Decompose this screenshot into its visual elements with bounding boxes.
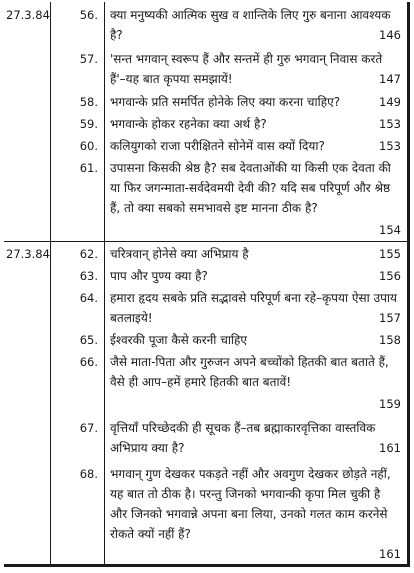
index-entry: [4, 92, 407, 112]
entry-page-number: 147: [379, 72, 401, 86]
entry-question: वृत्तियाँ परिच्छेदकी ही सूचक हैं–तब ब्रह्माकारवृत्तिका वास्तविक अभिप्राय क्या है?: [110, 421, 376, 455]
entry-question: जैसे माता-पिता और गुरुजन अपने बच्चोंको हितकी बात बताते हैं, वैसे ही आप–हमें हमारे हितकी बात बतावें!: [110, 355, 389, 389]
entry-number: 63.: [79, 269, 98, 283]
entry-date: 27.3.84: [6, 247, 50, 261]
entry-page-number: 154: [379, 223, 401, 237]
entry-page-number: 146: [379, 28, 401, 42]
entry-number: 67.: [79, 421, 98, 435]
section-divider: [4, 241, 407, 242]
entry-question: क्या मनुष्यकी आत्मिक सुख व शान्तिके लिए गुरु बनाना आवश्यक है?: [110, 8, 391, 42]
index-entry: [4, 330, 407, 350]
entry-question: भगवान् गुण देखकर पकड़ते नहीं और अवगुण देखकर छोड़ते नहीं, यह बात तो ठीक है। परन्तु जिनको भगवान्की कृपा मिल चुकी है और जिनको भगवान्ने अपना बना लिया, उनको गलत काम करनेसे रोकते क्यों नहीं हैं?: [110, 467, 391, 541]
entry-number: 61.: [79, 161, 98, 175]
index-entry: [4, 266, 407, 286]
entry-question: ईश्वरकी पूजा कैसे करनी चाहिए: [110, 333, 248, 347]
entry-page-number: 155: [379, 247, 401, 261]
entry-number: 66.: [79, 355, 98, 369]
index-entry: [4, 464, 407, 564]
entry-page-number: 156: [379, 269, 401, 283]
entry-page-number: 158: [379, 333, 401, 347]
index-page: [4, 2, 410, 567]
entry-page-number: 153: [379, 117, 401, 131]
entry-number: 62.: [79, 247, 98, 261]
index-entry: [4, 114, 407, 134]
entry-question: कलियुगको राजा परीक्षितने सोनेमें वास क्यों दिया?: [110, 139, 325, 153]
index-entry: [4, 418, 407, 458]
index-entry: [4, 49, 407, 89]
entry-page-number: 149: [379, 95, 401, 109]
entry-number: 64.: [79, 291, 98, 305]
entry-page-number: 161: [379, 441, 401, 455]
entry-number: 59.: [79, 117, 98, 131]
entry-number: 60.: [79, 139, 98, 153]
entry-number: 68.: [79, 467, 98, 481]
entry-page-number: 159: [379, 397, 401, 411]
index-entry: [4, 288, 407, 328]
entry-question: भगवान्के होकर रहनेका क्या अर्थ है?: [110, 117, 267, 131]
entry-page-number: 153: [379, 139, 401, 153]
entry-question: पाप और पुण्य क्या है?: [110, 269, 208, 283]
entry-question: भगवान्के प्रति समर्पित होनेके लिए क्या करना चाहिए?: [110, 95, 341, 109]
index-entry: [4, 136, 407, 156]
entry-page-number: 161: [379, 547, 401, 561]
entry-number: 57.: [79, 52, 98, 66]
entry-question: हमारा हृदय सबके प्रति सद्भावसे परिपूर्ण बना रहे–कृपया ऐसा उपाय बतलाइये!: [110, 291, 398, 325]
entry-number: 65.: [79, 333, 98, 347]
entry-question: चरित्रवान् होनेसे क्या अभिप्राय है: [110, 247, 249, 261]
index-entry: [4, 158, 407, 238]
entry-question: 'सन्त भगवान् स्वरूप हैं और सन्तमें ही गुरु भगवान् निवास करते हैं'–यह बात कृपया समझायें!: [110, 52, 383, 86]
entry-number: 56.: [79, 8, 98, 22]
entry-page-number: 157: [379, 311, 401, 325]
index-entry: [4, 5, 407, 45]
entry-question: उपासना किसकी श्रेष्ठ है? सब देवताओंकी या किसी एक देवता की या फिर जगन्माता-सर्वदेवमयी देवी की? यदि सब परिपूर्ण और श्रेष्ठ हैं, तो क्या सबको समभावसे इष्ट मानना ठीक है?: [110, 161, 391, 215]
entry-number: 58.: [79, 95, 98, 109]
index-entry: [4, 352, 407, 414]
entry-date: 27.3.84: [6, 8, 50, 22]
index-entry: [4, 244, 407, 264]
